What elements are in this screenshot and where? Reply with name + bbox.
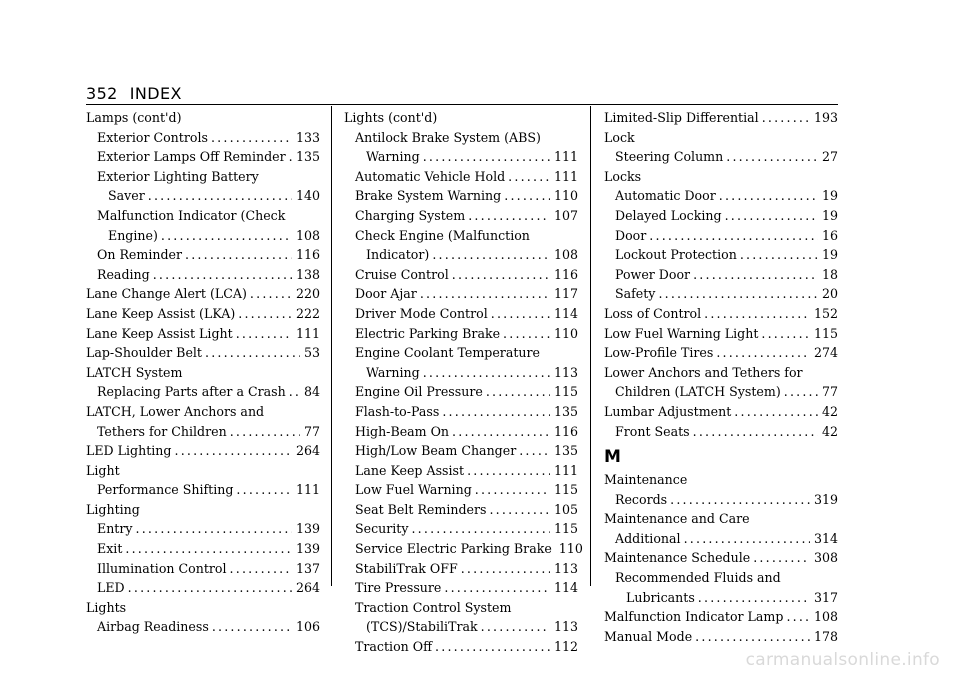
dot-leader bbox=[649, 226, 818, 246]
dot-leader bbox=[698, 588, 810, 608]
entry-text: Lights bbox=[86, 599, 127, 615]
dot-leader bbox=[762, 108, 810, 128]
entry-text: Exit bbox=[97, 541, 123, 557]
index-entry bbox=[604, 324, 838, 344]
index-entry bbox=[344, 500, 578, 520]
entry-text: High/Low Beam Changer bbox=[355, 443, 517, 459]
entry-page-number: 112 bbox=[553, 639, 578, 655]
dot-leader bbox=[174, 441, 291, 461]
index-entry bbox=[344, 637, 578, 657]
dot-leader bbox=[519, 441, 550, 461]
entry-text: Loss of Control bbox=[604, 305, 702, 321]
entry-page-number: 42 bbox=[821, 423, 838, 439]
entry-page-number: 264 bbox=[295, 443, 320, 459]
index-entry bbox=[604, 422, 838, 442]
entry-page-number: 264 bbox=[295, 580, 320, 596]
index-heading bbox=[604, 509, 838, 529]
dot-leader bbox=[136, 519, 292, 539]
entry-page-number: 77 bbox=[303, 423, 320, 439]
index-entry bbox=[86, 480, 320, 500]
entry-text: Lighting bbox=[86, 501, 140, 517]
entry-text: LATCH System bbox=[86, 364, 183, 380]
index-entry bbox=[604, 265, 838, 285]
entry-page-number: 222 bbox=[295, 305, 320, 321]
column-divider-1 bbox=[331, 106, 332, 586]
dot-leader bbox=[452, 265, 550, 285]
entry-page-number: 137 bbox=[295, 560, 320, 576]
entry-page-number: 110 bbox=[553, 325, 578, 341]
index-entry bbox=[86, 128, 320, 148]
page-header bbox=[86, 84, 182, 103]
index-entry bbox=[344, 422, 578, 442]
entry-page-number: 113 bbox=[553, 560, 578, 576]
entry-text: Entry bbox=[97, 521, 133, 537]
index-heading bbox=[86, 461, 320, 481]
entry-text: Lane Keep Assist bbox=[355, 462, 465, 478]
index-entry bbox=[344, 382, 578, 402]
entry-page-number: 133 bbox=[295, 129, 320, 145]
index-heading bbox=[344, 343, 578, 363]
entry-page-number: 111 bbox=[553, 149, 578, 165]
entry-text: Malfunction Indicator (Check bbox=[97, 207, 286, 223]
entry-text: Tethers for Children bbox=[97, 423, 227, 439]
index-entry bbox=[344, 245, 578, 265]
entry-text: Electric Parking Brake bbox=[355, 325, 501, 341]
index-entry bbox=[344, 167, 578, 187]
dot-leader bbox=[236, 480, 292, 500]
dot-leader bbox=[289, 382, 300, 402]
entry-page-number: 113 bbox=[553, 364, 578, 380]
index-heading bbox=[86, 206, 320, 226]
entry-page-number: 108 bbox=[295, 227, 320, 243]
dot-leader bbox=[442, 402, 550, 422]
entry-page-number: 108 bbox=[813, 609, 838, 625]
entry-text: Low-Profile Tires bbox=[604, 345, 714, 361]
dot-leader bbox=[230, 559, 292, 579]
entry-text: Lane Keep Assist (LKA) bbox=[86, 305, 236, 321]
entry-text: Lubricants bbox=[626, 589, 695, 605]
dot-leader bbox=[684, 529, 810, 549]
dot-leader bbox=[489, 500, 549, 520]
entry-page-number: 139 bbox=[295, 541, 320, 557]
entry-page-number: 110 bbox=[553, 188, 578, 204]
entry-text: Automatic Door bbox=[615, 188, 716, 204]
index-entry bbox=[86, 422, 320, 442]
dot-leader bbox=[740, 245, 818, 265]
index-column-1 bbox=[86, 108, 320, 637]
entry-page-number: 111 bbox=[553, 462, 578, 478]
entry-page-number: 114 bbox=[553, 580, 578, 596]
dot-leader bbox=[658, 284, 818, 304]
index-entry bbox=[86, 265, 320, 285]
entry-text: Antilock Brake System (ABS) bbox=[355, 129, 541, 145]
entry-page-number: 20 bbox=[821, 286, 838, 302]
entry-text: Limited-Slip Differential bbox=[604, 110, 759, 125]
entry-text: Saver bbox=[108, 188, 145, 204]
index-entry bbox=[86, 324, 320, 344]
index-entry bbox=[86, 617, 320, 637]
entry-text: Additional bbox=[615, 530, 681, 546]
dot-leader bbox=[128, 578, 292, 598]
index-entry bbox=[344, 304, 578, 324]
dot-leader bbox=[716, 343, 810, 363]
index-entry bbox=[604, 382, 838, 402]
entry-text: Lap-Shoulder Belt bbox=[86, 345, 202, 361]
entry-text: StabiliTrak OFF bbox=[355, 560, 458, 576]
entry-text: Door Ajar bbox=[355, 286, 417, 302]
entry-text: Traction Control System bbox=[355, 599, 512, 615]
entry-text: Replacing Parts after a Crash bbox=[97, 384, 286, 400]
dot-leader bbox=[468, 206, 550, 226]
entry-page-number: 27 bbox=[821, 149, 838, 165]
entry-page-number: 178 bbox=[813, 628, 838, 644]
index-entry bbox=[344, 578, 578, 598]
entry-text: Illumination Control bbox=[97, 560, 227, 576]
index-heading bbox=[86, 500, 320, 520]
index-entry bbox=[344, 539, 583, 559]
entry-text: LATCH, Lower Anchors and bbox=[86, 403, 265, 419]
dot-leader bbox=[726, 147, 818, 167]
entry-text: (TCS)/StabiliTrak bbox=[366, 619, 478, 635]
index-entry bbox=[86, 343, 320, 363]
index-heading bbox=[344, 598, 578, 618]
entry-page-number: 19 bbox=[821, 207, 838, 223]
index-column-2 bbox=[344, 108, 583, 657]
dot-leader bbox=[212, 617, 292, 637]
index-entry bbox=[604, 548, 838, 568]
dot-leader bbox=[230, 422, 300, 442]
entry-text: Lock bbox=[604, 129, 635, 145]
index-entry bbox=[604, 343, 838, 363]
index-heading bbox=[86, 598, 320, 618]
index-heading bbox=[604, 568, 838, 588]
dot-leader bbox=[670, 490, 810, 510]
entry-page-number: 138 bbox=[295, 266, 320, 282]
dot-leader bbox=[423, 363, 550, 383]
index-entry bbox=[86, 382, 320, 402]
entry-text: Engine Coolant Temperature bbox=[355, 345, 540, 361]
dot-leader bbox=[486, 382, 550, 402]
entry-text: Exterior Controls bbox=[97, 129, 208, 145]
entry-page-number: 314 bbox=[813, 530, 838, 546]
dot-leader bbox=[704, 304, 810, 324]
entry-text: Brake System Warning bbox=[355, 188, 502, 204]
index-entry bbox=[604, 284, 838, 304]
index-entry bbox=[344, 461, 578, 481]
dot-leader bbox=[504, 186, 550, 206]
entry-text: Traction Off bbox=[355, 639, 433, 655]
dot-leader bbox=[491, 304, 550, 324]
entry-text: Lumbar Adjustment bbox=[604, 403, 732, 419]
index-entry bbox=[86, 539, 320, 559]
page-number: 352 bbox=[86, 84, 118, 103]
entry-text: LED Lighting bbox=[86, 443, 172, 459]
entry-text: Engine Oil Pressure bbox=[355, 384, 483, 400]
dot-leader bbox=[205, 343, 300, 363]
entry-text: Records bbox=[615, 491, 668, 507]
dot-leader bbox=[761, 324, 810, 344]
entry-page-number: 140 bbox=[295, 188, 320, 204]
entry-text: Children (LATCH System) bbox=[615, 384, 781, 400]
entry-text: Manual Mode bbox=[604, 628, 693, 644]
dot-leader bbox=[693, 422, 818, 442]
section-letter: M bbox=[604, 447, 621, 468]
dot-leader bbox=[503, 324, 550, 344]
entry-page-number: 317 bbox=[813, 589, 838, 605]
entry-text: Lamps (cont'd) bbox=[86, 110, 182, 125]
entry-text: Airbag Readiness bbox=[97, 619, 209, 635]
entry-page-number: 84 bbox=[303, 384, 320, 400]
index-entry bbox=[344, 284, 578, 304]
entry-page-number: 18 bbox=[821, 266, 838, 282]
index-entry bbox=[344, 480, 578, 500]
index-heading bbox=[604, 128, 838, 148]
index-entry bbox=[344, 324, 578, 344]
dot-leader bbox=[695, 627, 810, 647]
dot-leader bbox=[432, 245, 550, 265]
index-entry bbox=[344, 441, 578, 461]
entry-page-number: 115 bbox=[813, 325, 838, 341]
index-entry bbox=[86, 519, 320, 539]
dot-leader bbox=[786, 607, 810, 627]
index-entry bbox=[344, 206, 578, 226]
index-column-3 bbox=[604, 108, 838, 646]
entry-page-number: 113 bbox=[553, 619, 578, 635]
entry-text: Service Electric Parking Brake bbox=[355, 541, 552, 557]
entry-page-number: 116 bbox=[553, 266, 578, 282]
index-entry bbox=[604, 529, 838, 549]
index-entry bbox=[604, 490, 838, 510]
dot-leader bbox=[467, 461, 550, 481]
dot-leader bbox=[238, 304, 292, 324]
index-heading bbox=[344, 226, 578, 246]
index-entry bbox=[86, 226, 320, 246]
index-heading bbox=[604, 363, 838, 383]
index-heading bbox=[86, 363, 320, 383]
index-entry bbox=[604, 108, 838, 128]
index-entry bbox=[604, 147, 838, 167]
index-entry bbox=[86, 245, 320, 265]
entry-page-number: 111 bbox=[295, 325, 320, 341]
entry-text: Maintenance and Care bbox=[604, 511, 750, 527]
entry-page-number: 115 bbox=[553, 521, 578, 537]
entry-text: Recommended Fluids and bbox=[615, 570, 781, 586]
index-entry bbox=[344, 265, 578, 285]
index-entry bbox=[86, 559, 320, 579]
entry-text: Warning bbox=[366, 149, 420, 165]
entry-text: Performance Shifting bbox=[97, 482, 234, 498]
entry-text: High-Beam On bbox=[355, 423, 450, 439]
entry-page-number: 193 bbox=[813, 110, 838, 125]
index-heading bbox=[86, 108, 320, 128]
entry-page-number: 116 bbox=[295, 247, 320, 263]
entry-text: Exterior Lighting Battery bbox=[97, 168, 259, 184]
header-rule bbox=[86, 104, 838, 105]
dot-leader bbox=[250, 284, 292, 304]
entry-page-number: 115 bbox=[553, 384, 578, 400]
entry-text: Driver Mode Control bbox=[355, 305, 488, 321]
entry-text: Indicator) bbox=[366, 247, 430, 263]
index-entry bbox=[344, 559, 578, 579]
entry-page-number: 106 bbox=[295, 619, 320, 635]
index-entry bbox=[344, 186, 578, 206]
index-heading bbox=[344, 128, 578, 148]
entry-page-number: 114 bbox=[553, 305, 578, 321]
index-entry bbox=[86, 186, 320, 206]
index-entry bbox=[604, 402, 838, 422]
entry-text: Reading bbox=[97, 266, 150, 282]
index-entry bbox=[344, 363, 578, 383]
entry-text: Exterior Lamps Off Reminder bbox=[97, 149, 286, 165]
dot-leader bbox=[452, 422, 550, 442]
entry-page-number: 19 bbox=[821, 188, 838, 204]
entry-text: Charging System bbox=[355, 207, 466, 223]
entry-text: Malfunction Indicator Lamp bbox=[604, 609, 784, 625]
index-heading bbox=[86, 167, 320, 187]
dot-leader bbox=[185, 245, 292, 265]
index-entry bbox=[604, 627, 838, 647]
dot-leader bbox=[236, 324, 292, 344]
entry-text: Automatic Vehicle Hold bbox=[355, 168, 506, 184]
dot-leader bbox=[444, 578, 550, 598]
index-entry bbox=[604, 607, 838, 627]
index-entry bbox=[604, 186, 838, 206]
index-heading bbox=[604, 470, 838, 490]
entry-page-number: 110 bbox=[558, 541, 583, 557]
entry-text: Security bbox=[355, 521, 409, 537]
entry-page-number: 77 bbox=[821, 384, 838, 400]
entry-page-number: 319 bbox=[813, 491, 838, 507]
entry-text: Light bbox=[86, 462, 120, 478]
entry-text: Front Seats bbox=[615, 423, 690, 439]
dot-leader bbox=[753, 548, 810, 568]
index-heading bbox=[344, 108, 578, 128]
entry-text: Power Door bbox=[615, 266, 691, 282]
entry-text: Tire Pressure bbox=[355, 580, 442, 596]
dot-leader bbox=[211, 128, 292, 148]
entry-text: Seat Belt Reminders bbox=[355, 501, 487, 517]
index-entry bbox=[344, 402, 578, 422]
entry-page-number: 135 bbox=[295, 149, 320, 165]
entry-text: LED bbox=[97, 580, 125, 596]
entry-text: On Reminder bbox=[97, 247, 182, 263]
entry-page-number: 152 bbox=[813, 305, 838, 321]
entry-text: Maintenance Schedule bbox=[604, 550, 751, 566]
entry-page-number: 117 bbox=[553, 286, 578, 302]
dot-leader bbox=[411, 519, 549, 539]
entry-text: Lower Anchors and Tethers for bbox=[604, 364, 803, 380]
index-entry bbox=[604, 588, 838, 608]
dot-leader bbox=[435, 637, 550, 657]
entry-text: Door bbox=[615, 227, 647, 243]
entry-page-number: 19 bbox=[821, 247, 838, 263]
entry-page-number: 53 bbox=[303, 345, 320, 361]
entry-text: Steering Column bbox=[615, 149, 724, 165]
dot-leader bbox=[693, 265, 818, 285]
entry-text: Warning bbox=[366, 364, 420, 380]
entry-text: Low Fuel Warning Light bbox=[604, 325, 759, 341]
section-title: INDEX bbox=[129, 84, 182, 103]
dot-leader bbox=[734, 402, 818, 422]
entry-text: Maintenance bbox=[604, 472, 688, 488]
index-entry bbox=[86, 441, 320, 461]
index-entry bbox=[344, 617, 578, 637]
dot-leader bbox=[481, 617, 550, 637]
entry-page-number: 111 bbox=[553, 168, 578, 184]
entry-page-number: 274 bbox=[813, 345, 838, 361]
dot-leader bbox=[719, 186, 818, 206]
index-heading bbox=[604, 167, 838, 187]
entry-page-number: 308 bbox=[813, 550, 838, 566]
dot-leader bbox=[508, 167, 550, 187]
index-heading bbox=[86, 402, 320, 422]
entry-text: Lights (cont'd) bbox=[344, 110, 438, 125]
dot-leader bbox=[161, 226, 292, 246]
entry-page-number: 105 bbox=[553, 501, 578, 517]
column-divider-2 bbox=[590, 106, 591, 586]
entry-text: Cruise Control bbox=[355, 266, 449, 282]
dot-leader bbox=[475, 480, 550, 500]
index-entry bbox=[604, 245, 838, 265]
entry-text: Safety bbox=[615, 286, 656, 302]
dot-leader bbox=[420, 284, 550, 304]
entry-page-number: 220 bbox=[295, 286, 320, 302]
entry-text: Engine) bbox=[108, 227, 158, 243]
dot-leader bbox=[461, 559, 550, 579]
entry-page-number: 115 bbox=[553, 482, 578, 498]
entry-text: Check Engine (Malfunction bbox=[355, 227, 530, 243]
dot-leader bbox=[148, 186, 292, 206]
index-entry bbox=[86, 578, 320, 598]
entry-page-number: 107 bbox=[553, 207, 578, 223]
index-entry bbox=[604, 206, 838, 226]
index-entry bbox=[604, 304, 838, 324]
index-entry bbox=[344, 519, 578, 539]
dot-leader bbox=[125, 539, 292, 559]
index-entry bbox=[344, 147, 578, 167]
entry-page-number: 42 bbox=[821, 403, 838, 419]
entry-text: Delayed Locking bbox=[615, 207, 722, 223]
index-entry bbox=[86, 304, 320, 324]
entry-text: Locks bbox=[604, 168, 642, 184]
entry-page-number: 139 bbox=[295, 521, 320, 537]
index-entry bbox=[604, 226, 838, 246]
entry-page-number: 111 bbox=[295, 482, 320, 498]
dot-leader bbox=[423, 147, 550, 167]
entry-page-number: 108 bbox=[553, 247, 578, 263]
entry-text: Lane Change Alert (LCA) bbox=[86, 286, 247, 302]
entry-page-number: 135 bbox=[553, 403, 578, 419]
dot-leader bbox=[784, 382, 818, 402]
entry-text: Low Fuel Warning bbox=[355, 482, 472, 498]
index-entry bbox=[86, 284, 320, 304]
entry-text: Lane Keep Assist Light bbox=[86, 325, 233, 341]
entry-text: Lockout Protection bbox=[615, 247, 737, 263]
entry-page-number: 116 bbox=[553, 423, 578, 439]
entry-text: Flash-to-Pass bbox=[355, 403, 440, 419]
dot-leader bbox=[153, 265, 292, 285]
watermark: carmanualsonline.info bbox=[745, 650, 940, 670]
index-entry bbox=[86, 147, 320, 167]
entry-page-number: 16 bbox=[821, 227, 838, 243]
dot-leader bbox=[725, 206, 818, 226]
entry-page-number: 135 bbox=[553, 443, 578, 459]
dot-leader bbox=[289, 147, 292, 167]
